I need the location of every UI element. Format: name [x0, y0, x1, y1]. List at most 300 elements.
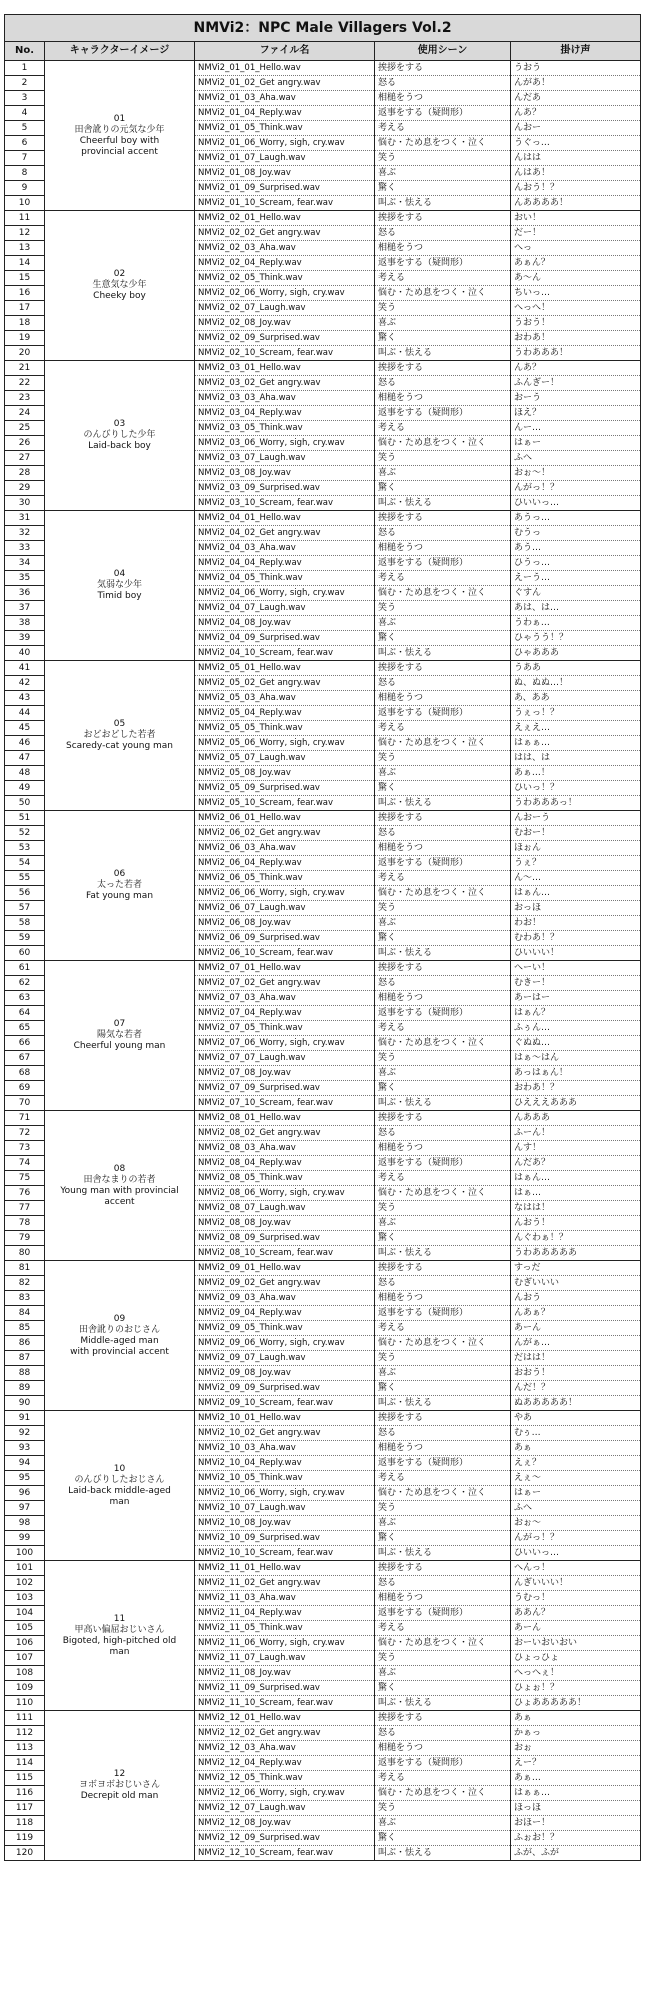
filename-cell: NMVi2_06_02_Get angry.wav	[195, 826, 375, 841]
row-number: 43	[5, 691, 45, 706]
voice-cell: うわあああ！	[511, 346, 641, 361]
voice-cell: おぉ～	[511, 1516, 641, 1531]
voice-cell: ぐぬぬ…	[511, 1036, 641, 1051]
scene-cell: 考える	[375, 1621, 511, 1636]
scene-cell: 挨拶をする	[375, 1561, 511, 1576]
filename-cell: NMVi2_01_10_Scream, fear.wav	[195, 196, 375, 211]
character-cell	[45, 361, 195, 511]
row-number: 35	[5, 571, 45, 586]
filename-cell: NMVi2_12_05_Think.wav	[195, 1771, 375, 1786]
row-number: 33	[5, 541, 45, 556]
scene-cell: 叫ぶ・怯える	[375, 1546, 511, 1561]
filename-cell: NMVi2_05_03_Aha.wav	[195, 691, 375, 706]
row-number: 70	[5, 1096, 45, 1111]
voice-cell: ひょあああああ！	[511, 1696, 641, 1711]
filename-cell: NMVi2_01_01_Hello.wav	[195, 61, 375, 76]
scene-cell: 怒る	[375, 1426, 511, 1441]
scene-cell: 喜ぶ	[375, 616, 511, 631]
title-row	[5, 15, 641, 42]
row-number: 59	[5, 931, 45, 946]
row-number: 12	[5, 226, 45, 241]
scene-cell: 考える	[375, 721, 511, 736]
scene-cell: 喜ぶ	[375, 466, 511, 481]
character-line: 陽気な若者	[96, 1030, 142, 1040]
scene-cell: 返事をする（疑問形）	[375, 406, 511, 421]
filename-cell: NMVi2_11_07_Laugh.wav	[195, 1651, 375, 1666]
scene-cell: 相槌をうつ	[375, 1291, 511, 1306]
scene-cell: 考える	[375, 1021, 511, 1036]
scene-cell: 笑う	[375, 1351, 511, 1366]
header-character: キャラクターイメージ	[45, 42, 195, 61]
row-number: 18	[5, 316, 45, 331]
scene-cell: 相槌をうつ	[375, 241, 511, 256]
row-number: 107	[5, 1651, 45, 1666]
filename-cell: NMVi2_12_08_Joy.wav	[195, 1816, 375, 1831]
filename-cell: NMVi2_08_08_Joy.wav	[195, 1216, 375, 1231]
voice-cell: ああん？	[511, 1606, 641, 1621]
table-row	[5, 661, 641, 676]
filename-cell: NMVi2_11_09_Surprised.wav	[195, 1681, 375, 1696]
scene-cell: 怒る	[375, 526, 511, 541]
character-line: Decrepit old man	[80, 1791, 159, 1801]
filename-cell: NMVi2_06_04_Reply.wav	[195, 856, 375, 871]
scene-cell: 返事をする（疑問形）	[375, 1456, 511, 1471]
scene-cell: 叫ぶ・怯える	[375, 946, 511, 961]
character-line: 11	[113, 1613, 126, 1624]
filename-cell: NMVi2_09_06_Worry, sigh, cry.wav	[195, 1336, 375, 1351]
filename-cell: NMVi2_08_06_Worry, sigh, cry.wav	[195, 1186, 375, 1201]
filename-cell: NMVi2_07_01_Hello.wav	[195, 961, 375, 976]
scene-cell: 喜ぶ	[375, 316, 511, 331]
row-number: 78	[5, 1216, 45, 1231]
voice-cell: うおう！	[511, 316, 641, 331]
scene-cell: 叫ぶ・怯える	[375, 796, 511, 811]
filename-cell: NMVi2_02_10_Scream, fear.wav	[195, 346, 375, 361]
voice-cell: おわあ！	[511, 331, 641, 346]
filename-cell: NMVi2_08_04_Reply.wav	[195, 1156, 375, 1171]
scene-cell: 驚く	[375, 631, 511, 646]
header-voice: 掛け声	[511, 42, 641, 61]
scene-cell: 考える	[375, 571, 511, 586]
voice-cell: えぇえ…	[511, 721, 641, 736]
filename-cell: NMVi2_04_07_Laugh.wav	[195, 601, 375, 616]
filename-cell: NMVi2_09_07_Laugh.wav	[195, 1351, 375, 1366]
scene-cell: 悩む・ため息をつく・泣く	[375, 1486, 511, 1501]
filename-cell: NMVi2_03_03_Aha.wav	[195, 391, 375, 406]
voice-cell: ひえええあああ	[511, 1096, 641, 1111]
filename-cell: NMVi2_01_05_Think.wav	[195, 121, 375, 136]
voice-cell: あぁ…	[511, 1771, 641, 1786]
filename-cell: NMVi2_12_06_Worry, sigh, cry.wav	[195, 1786, 375, 1801]
voice-cell: おっほ	[511, 901, 641, 916]
row-number: 97	[5, 1501, 45, 1516]
row-number: 105	[5, 1621, 45, 1636]
filename-cell: NMVi2_11_02_Get angry.wav	[195, 1576, 375, 1591]
row-number: 13	[5, 241, 45, 256]
filename-cell: NMVi2_01_04_Reply.wav	[195, 106, 375, 121]
row-number: 81	[5, 1261, 45, 1276]
table-row	[5, 1111, 641, 1126]
scene-cell: 返事をする（疑問形）	[375, 256, 511, 271]
row-number: 45	[5, 721, 45, 736]
filename-cell: NMVi2_07_02_Get angry.wav	[195, 976, 375, 991]
row-number: 99	[5, 1531, 45, 1546]
character-line: 田舎訛りのおじさん	[78, 1324, 160, 1335]
character-line: accent	[104, 1196, 135, 1207]
voice-cell: あ～ん	[511, 271, 641, 286]
voice-cell: おぉ～！	[511, 466, 641, 481]
scene-cell: 笑う	[375, 751, 511, 766]
voice-cell: ふへ	[511, 451, 641, 466]
row-number: 74	[5, 1156, 45, 1171]
voice-cell: あーん	[511, 1321, 641, 1336]
voice-list-sheet	[4, 14, 640, 1861]
scene-cell: 挨拶をする	[375, 661, 511, 676]
row-number: 34	[5, 556, 45, 571]
filename-cell: NMVi2_05_10_Scream, fear.wav	[195, 796, 375, 811]
voice-cell: おーう	[511, 391, 641, 406]
character-line: 04	[113, 569, 126, 579]
scene-cell: 怒る	[375, 1126, 511, 1141]
filename-cell: NMVi2_01_07_Laugh.wav	[195, 151, 375, 166]
character-line: 田舎訛りの元気な少年	[74, 124, 165, 135]
table-row	[5, 211, 641, 226]
character-line: 太った若者	[96, 880, 142, 890]
scene-cell: 考える	[375, 871, 511, 886]
row-number: 69	[5, 1081, 45, 1096]
row-number: 17	[5, 301, 45, 316]
row-number: 32	[5, 526, 45, 541]
voice-cell: へーい！	[511, 961, 641, 976]
voice-cell: んがあ！	[511, 76, 641, 91]
row-number: 119	[5, 1831, 45, 1846]
scene-cell: 笑う	[375, 151, 511, 166]
voice-cell: はぁん？	[511, 1006, 641, 1021]
filename-cell: NMVi2_02_03_Aha.wav	[195, 241, 375, 256]
voice-cell: ひゃうう！？	[511, 631, 641, 646]
filename-cell: NMVi2_09_03_Aha.wav	[195, 1291, 375, 1306]
filename-cell: NMVi2_07_05_Think.wav	[195, 1021, 375, 1036]
scene-cell: 相槌をうつ	[375, 541, 511, 556]
voice-cell: んおーう	[511, 811, 641, 826]
scene-cell: 相槌をうつ	[375, 391, 511, 406]
table-row	[5, 1561, 641, 1576]
filename-cell: NMVi2_05_07_Laugh.wav	[195, 751, 375, 766]
scene-cell: 笑う	[375, 901, 511, 916]
scene-cell: 考える	[375, 121, 511, 136]
filename-cell: NMVi2_11_03_Aha.wav	[195, 1591, 375, 1606]
scene-cell: 悩む・ため息をつく・泣く	[375, 286, 511, 301]
voice-cell: んあああ	[511, 1111, 641, 1126]
scene-cell: 驚く	[375, 931, 511, 946]
filename-cell: NMVi2_10_05_Think.wav	[195, 1471, 375, 1486]
scene-cell: 相槌をうつ	[375, 841, 511, 856]
row-number: 8	[5, 166, 45, 181]
voice-cell: んおう！？	[511, 181, 641, 196]
row-number: 49	[5, 781, 45, 796]
voice-cell: あぁ…！	[511, 766, 641, 781]
scene-cell: 怒る	[375, 76, 511, 91]
filename-cell: NMVi2_12_07_Laugh.wav	[195, 1801, 375, 1816]
voice-cell: んだあ？	[511, 1156, 641, 1171]
row-number: 1	[5, 61, 45, 76]
voice-cell: むおー！	[511, 826, 641, 841]
table-row	[5, 61, 641, 76]
voice-cell: ひうっ…	[511, 556, 641, 571]
character-cell	[45, 1711, 195, 1861]
voice-cell: へんっ！	[511, 1561, 641, 1576]
row-number: 95	[5, 1471, 45, 1486]
character-line: Timid boy	[97, 591, 142, 601]
scene-cell: 叫ぶ・怯える	[375, 196, 511, 211]
table-body	[5, 61, 641, 1861]
filename-cell: NMVi2_06_08_Joy.wav	[195, 916, 375, 931]
scene-cell: 驚く	[375, 331, 511, 346]
scene-cell: 笑う	[375, 1051, 511, 1066]
scene-cell: 相槌をうつ	[375, 1141, 511, 1156]
row-number: 40	[5, 646, 45, 661]
row-number: 14	[5, 256, 45, 271]
filename-cell: NMVi2_09_08_Joy.wav	[195, 1366, 375, 1381]
scene-cell: 考える	[375, 1321, 511, 1336]
voice-cell: んあ？	[511, 106, 641, 121]
filename-cell: NMVi2_06_10_Scream, fear.wav	[195, 946, 375, 961]
row-number: 68	[5, 1066, 45, 1081]
filename-cell: NMVi2_02_09_Surprised.wav	[195, 331, 375, 346]
voice-cell: えーう…	[511, 571, 641, 586]
row-number: 96	[5, 1486, 45, 1501]
row-number: 30	[5, 496, 45, 511]
scene-cell: 悩む・ため息をつく・泣く	[375, 736, 511, 751]
scene-cell: 相槌をうつ	[375, 1441, 511, 1456]
character-cell	[45, 511, 195, 661]
character-line: 01	[113, 113, 126, 124]
row-number: 28	[5, 466, 45, 481]
scene-cell: 悩む・ため息をつく・泣く	[375, 586, 511, 601]
voice-cell: うぇっ！？	[511, 706, 641, 721]
scene-cell: 考える	[375, 1171, 511, 1186]
character-line: Cheerful boy with	[79, 135, 160, 146]
scene-cell: 喜ぶ	[375, 1216, 511, 1231]
scene-cell: 喜ぶ	[375, 1666, 511, 1681]
row-number: 52	[5, 826, 45, 841]
scene-cell: 叫ぶ・怯える	[375, 1096, 511, 1111]
character-line: 08	[113, 1163, 126, 1174]
voice-cell: んだあ	[511, 91, 641, 106]
row-number: 76	[5, 1186, 45, 1201]
filename-cell: NMVi2_11_01_Hello.wav	[195, 1561, 375, 1576]
row-number: 94	[5, 1456, 45, 1471]
filename-cell: NMVi2_07_06_Worry, sigh, cry.wav	[195, 1036, 375, 1051]
filename-cell: NMVi2_02_07_Laugh.wav	[195, 301, 375, 316]
scene-cell: 挨拶をする	[375, 361, 511, 376]
scene-cell: 叫ぶ・怯える	[375, 1696, 511, 1711]
filename-cell: NMVi2_09_05_Think.wav	[195, 1321, 375, 1336]
table-row	[5, 361, 641, 376]
table-row	[5, 1411, 641, 1426]
filename-cell: NMVi2_04_08_Joy.wav	[195, 616, 375, 631]
voice-cell: はぁー	[511, 436, 641, 451]
row-number: 22	[5, 376, 45, 391]
filename-cell: NMVi2_04_02_Get angry.wav	[195, 526, 375, 541]
scene-cell: 挨拶をする	[375, 211, 511, 226]
scene-cell: 怒る	[375, 676, 511, 691]
filename-cell: NMVi2_12_03_Aha.wav	[195, 1741, 375, 1756]
row-number: 55	[5, 871, 45, 886]
scene-cell: 挨拶をする	[375, 961, 511, 976]
row-number: 106	[5, 1636, 45, 1651]
voice-cell: うわあああああ	[511, 1246, 641, 1261]
character-line: おどおどした若者	[83, 730, 156, 740]
voice-cell: あは、は…	[511, 601, 641, 616]
header-scene: 使用シーン	[375, 42, 511, 61]
scene-cell: 怒る	[375, 376, 511, 391]
row-number: 64	[5, 1006, 45, 1021]
scene-cell: 挨拶をする	[375, 1711, 511, 1726]
voice-cell: むうっ	[511, 526, 641, 541]
scene-cell: 返事をする（疑問形）	[375, 556, 511, 571]
scene-cell: 喜ぶ	[375, 166, 511, 181]
row-number: 82	[5, 1276, 45, 1291]
voice-cell: ひいいい！	[511, 946, 641, 961]
filename-cell: NMVi2_04_09_Surprised.wav	[195, 631, 375, 646]
scene-cell: 挨拶をする	[375, 1261, 511, 1276]
filename-cell: NMVi2_05_06_Worry, sigh, cry.wav	[195, 736, 375, 751]
row-number: 117	[5, 1801, 45, 1816]
row-number: 111	[5, 1711, 45, 1726]
filename-cell: NMVi2_10_03_Aha.wav	[195, 1441, 375, 1456]
voice-cell: おわあ！？	[511, 1081, 641, 1096]
scene-cell: 考える	[375, 271, 511, 286]
filename-cell: NMVi2_01_09_Surprised.wav	[195, 181, 375, 196]
row-number: 48	[5, 766, 45, 781]
voice-cell: あぁ	[511, 1711, 641, 1726]
row-number: 31	[5, 511, 45, 526]
filename-cell: NMVi2_05_02_Get angry.wav	[195, 676, 375, 691]
filename-cell: NMVi2_01_06_Worry, sigh, cry.wav	[195, 136, 375, 151]
row-number: 103	[5, 1591, 45, 1606]
voice-cell: ひょっひょ	[511, 1651, 641, 1666]
voice-cell: あーん	[511, 1621, 641, 1636]
filename-cell: NMVi2_05_08_Joy.wav	[195, 766, 375, 781]
character-line: のんびりしたおじさん	[74, 1474, 165, 1485]
row-number: 54	[5, 856, 45, 871]
scene-cell: 挨拶をする	[375, 811, 511, 826]
voice-cell: へっへ！	[511, 301, 641, 316]
scene-cell: 考える	[375, 1771, 511, 1786]
table-row	[5, 511, 641, 526]
voice-cell: んあ？	[511, 361, 641, 376]
scene-cell: 怒る	[375, 1726, 511, 1741]
voice-cell: あうっ…	[511, 511, 641, 526]
row-number: 85	[5, 1321, 45, 1336]
filename-cell: NMVi2_12_02_Get angry.wav	[195, 1726, 375, 1741]
filename-cell: NMVi2_07_07_Laugh.wav	[195, 1051, 375, 1066]
voice-cell: えぇ～	[511, 1471, 641, 1486]
character-line: Laid-back middle-aged	[68, 1485, 171, 1496]
scene-cell: 怒る	[375, 826, 511, 841]
filename-cell: NMVi2_11_05_Think.wav	[195, 1621, 375, 1636]
voice-cell: はぁん…	[511, 1171, 641, 1186]
filename-cell: NMVi2_12_10_Scream, fear.wav	[195, 1846, 375, 1861]
filename-cell: NMVi2_09_02_Get angry.wav	[195, 1276, 375, 1291]
filename-cell: NMVi2_02_08_Joy.wav	[195, 316, 375, 331]
filename-cell: NMVi2_10_09_Surprised.wav	[195, 1531, 375, 1546]
row-number: 93	[5, 1441, 45, 1456]
scene-cell: 悩む・ため息をつく・泣く	[375, 886, 511, 901]
row-number: 72	[5, 1126, 45, 1141]
character-line: のんびりした少年	[83, 430, 156, 440]
voice-cell: ほっほ	[511, 1801, 641, 1816]
row-number: 6	[5, 136, 45, 151]
scene-cell: 驚く	[375, 781, 511, 796]
voice-cell: んだ！？	[511, 1381, 641, 1396]
filename-cell: NMVi2_08_02_Get angry.wav	[195, 1126, 375, 1141]
row-number: 19	[5, 331, 45, 346]
scene-cell: 怒る	[375, 1576, 511, 1591]
voice-cell: んはは	[511, 151, 641, 166]
voice-cell: んぎいいい！	[511, 1576, 641, 1591]
filename-cell: NMVi2_05_09_Surprised.wav	[195, 781, 375, 796]
voice-cell: むきー！	[511, 976, 641, 991]
filename-cell: NMVi2_07_09_Surprised.wav	[195, 1081, 375, 1096]
voice-cell: ぬあああああ！	[511, 1396, 641, 1411]
filename-cell: NMVi2_09_09_Surprised.wav	[195, 1381, 375, 1396]
voice-cell: おーいおいおい	[511, 1636, 641, 1651]
voice-cell: やあ	[511, 1411, 641, 1426]
scene-cell: 怒る	[375, 976, 511, 991]
row-number: 92	[5, 1426, 45, 1441]
row-number: 118	[5, 1816, 45, 1831]
row-number: 108	[5, 1666, 45, 1681]
row-number: 36	[5, 586, 45, 601]
row-number: 116	[5, 1786, 45, 1801]
voice-cell: へっ	[511, 241, 641, 256]
filename-cell: NMVi2_03_01_Hello.wav	[195, 361, 375, 376]
character-cell	[45, 661, 195, 811]
row-number: 79	[5, 1231, 45, 1246]
voice-cell: あう…	[511, 541, 641, 556]
row-number: 83	[5, 1291, 45, 1306]
voice-cell: はぁ…	[511, 1186, 641, 1201]
row-number: 67	[5, 1051, 45, 1066]
filename-cell: NMVi2_08_07_Laugh.wav	[195, 1201, 375, 1216]
filename-cell: NMVi2_10_06_Worry, sigh, cry.wav	[195, 1486, 375, 1501]
voice-cell: はぁぁ…	[511, 1786, 641, 1801]
filename-cell: NMVi2_11_08_Joy.wav	[195, 1666, 375, 1681]
table-row	[5, 1261, 641, 1276]
filename-cell: NMVi2_08_10_Scream, fear.wav	[195, 1246, 375, 1261]
scene-cell: 叫ぶ・怯える	[375, 346, 511, 361]
voice-cell: んぐわぁ！？	[511, 1231, 641, 1246]
scene-cell: 叫ぶ・怯える	[375, 1396, 511, 1411]
scene-cell: 悩む・ため息をつく・泣く	[375, 1786, 511, 1801]
voice-cell: うぇ？	[511, 856, 641, 871]
character-line: provincial accent	[81, 146, 158, 157]
filename-cell: NMVi2_02_05_Think.wav	[195, 271, 375, 286]
row-number: 23	[5, 391, 45, 406]
header-row	[5, 42, 641, 61]
filename-cell: NMVi2_05_01_Hello.wav	[195, 661, 375, 676]
row-number: 115	[5, 1771, 45, 1786]
scene-cell: 相槌をうつ	[375, 991, 511, 1006]
filename-cell: NMVi2_10_07_Laugh.wav	[195, 1501, 375, 1516]
filename-cell: NMVi2_03_07_Laugh.wav	[195, 451, 375, 466]
filename-cell: NMVi2_04_10_Scream, fear.wav	[195, 646, 375, 661]
filename-cell: NMVi2_06_05_Think.wav	[195, 871, 375, 886]
row-number: 10	[5, 196, 45, 211]
voice-cell: うああ	[511, 661, 641, 676]
